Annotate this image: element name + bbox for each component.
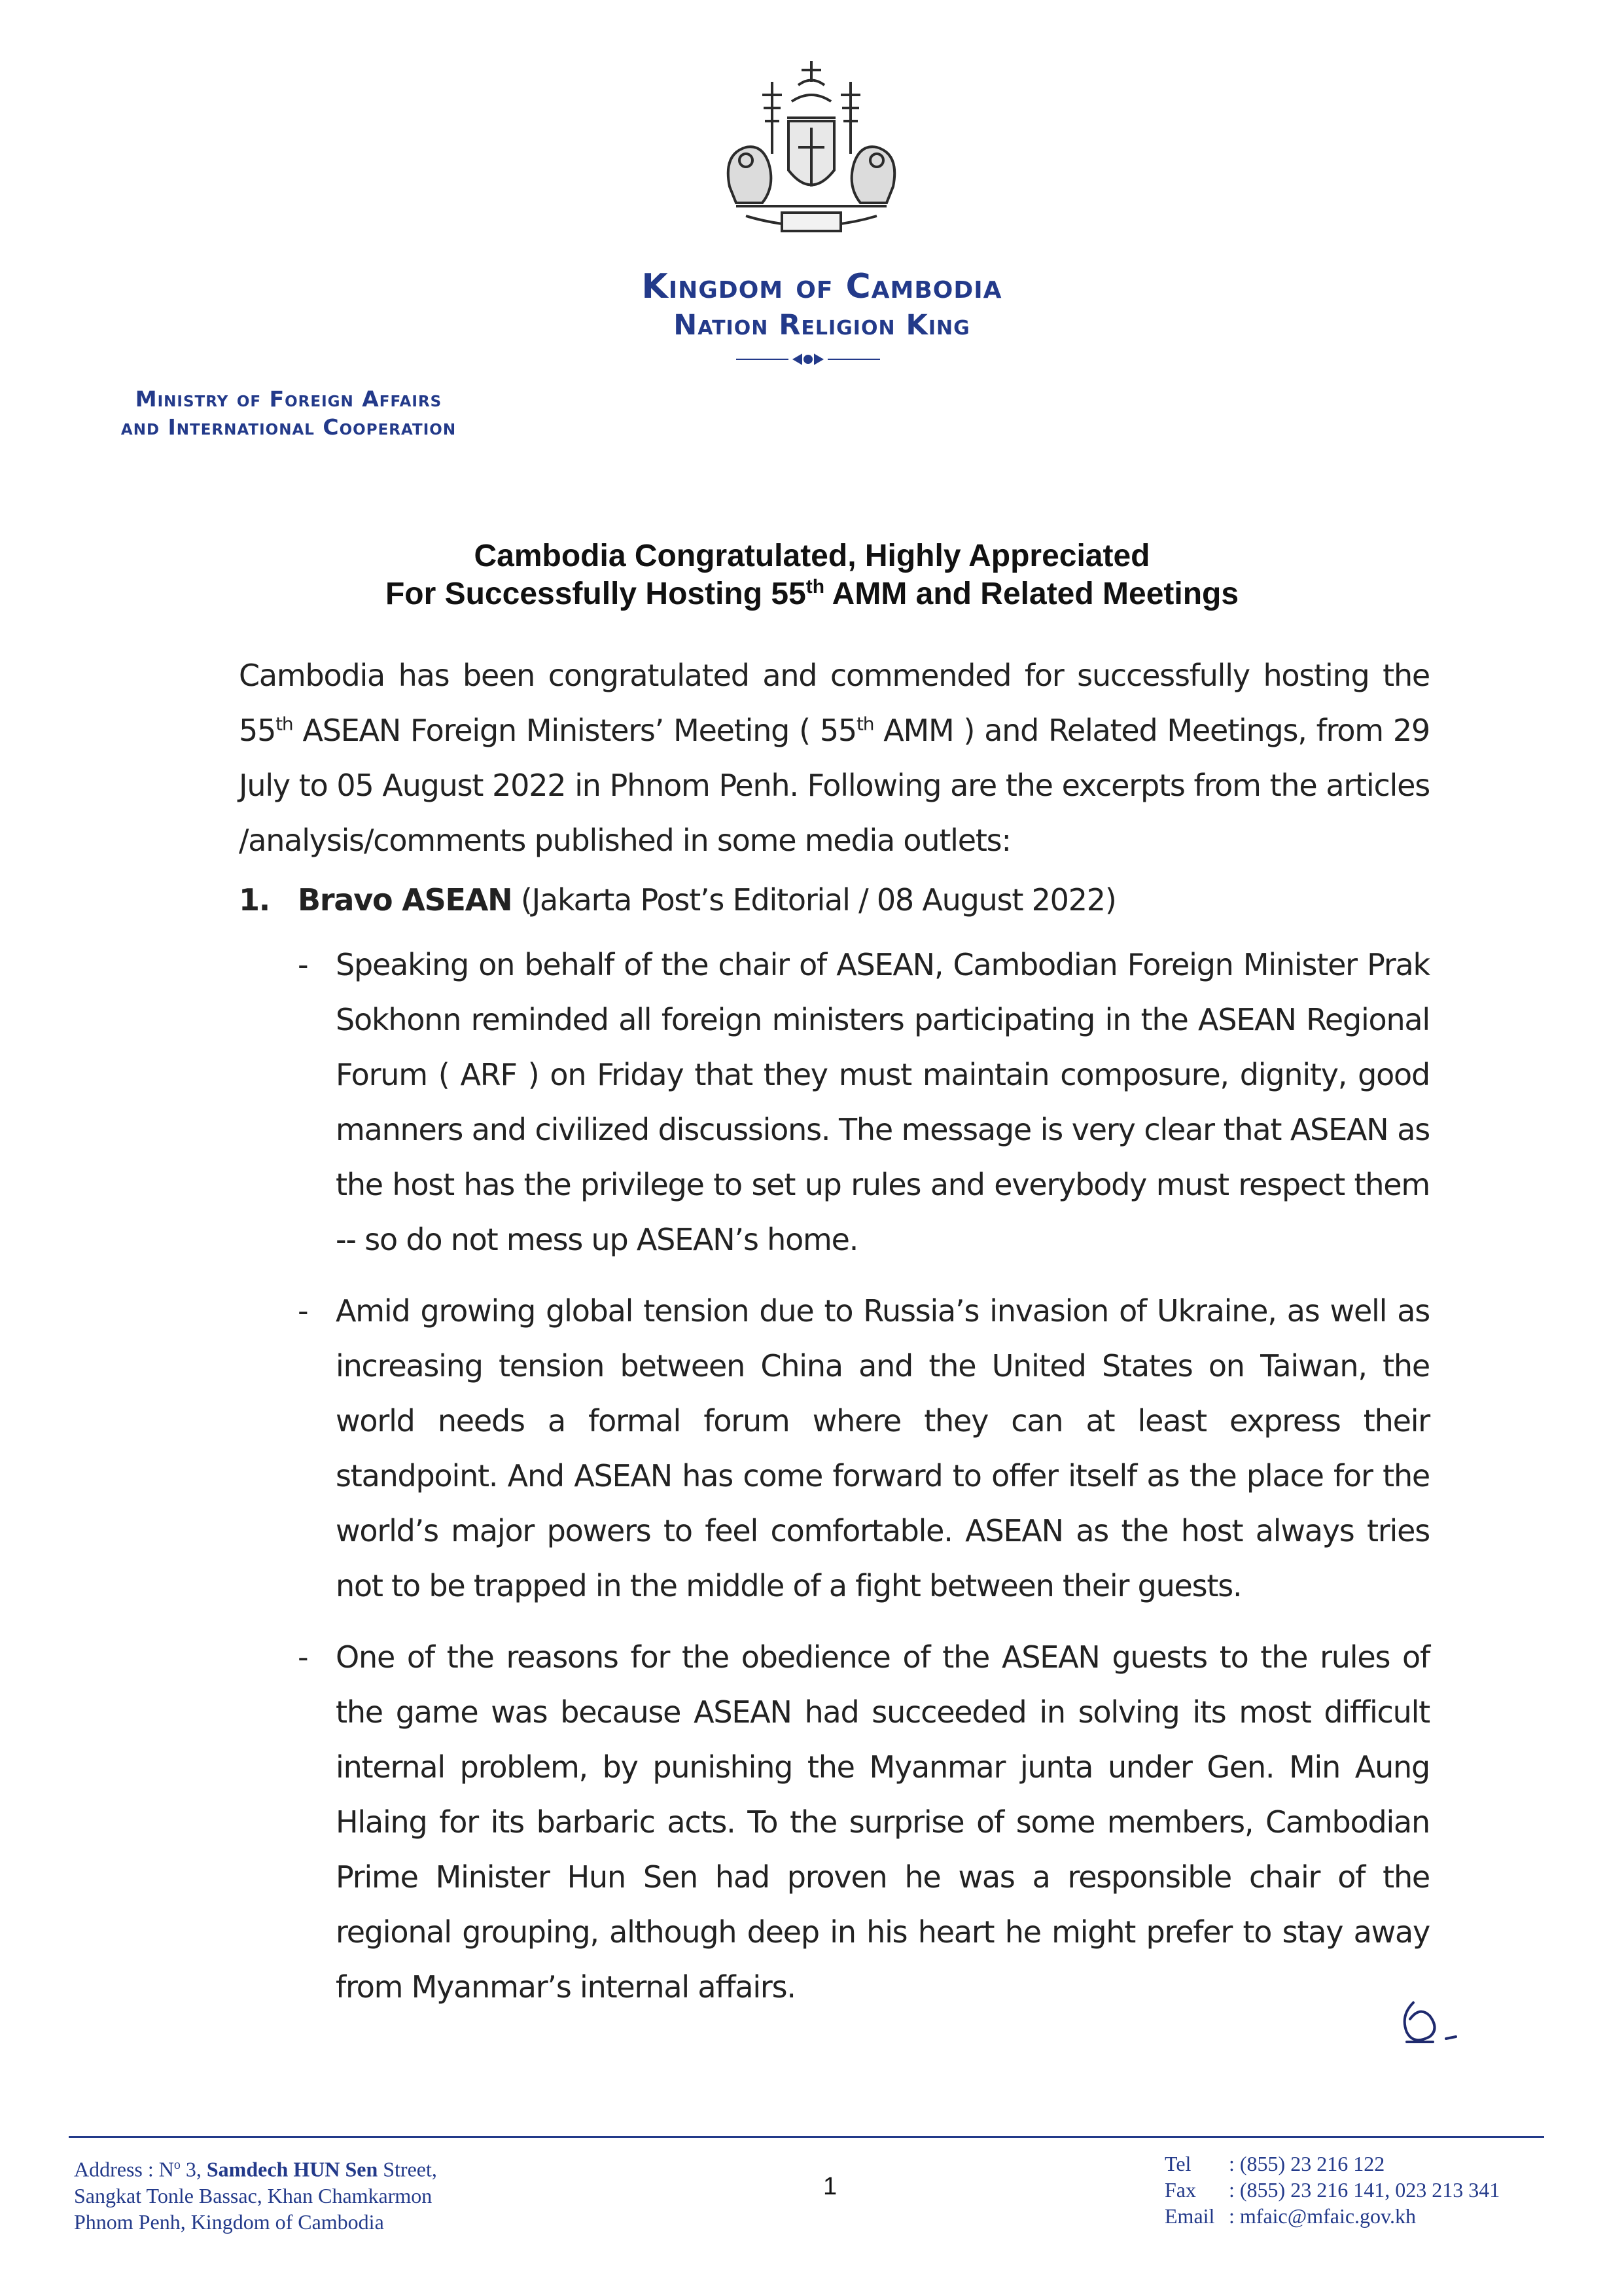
ministry-name-line2: and International Cooperation: [120, 414, 457, 440]
article-title: Bravo ASEAN: [298, 882, 512, 918]
footer-address: Address : $N^o$ 3, Samdech HUN Sen Street, Sangkat Tonle Bassac, Khan Chamkarmon Phnom Penh, Kingdom of Cambodia: [74, 2157, 437, 2234]
article-source: (Jakarta Post’s Editorial / 08 August 2022): [512, 882, 1116, 918]
royal-emblem-icon: [710, 56, 913, 252]
handwritten-initial-icon: [1394, 1996, 1466, 2048]
email-link[interactable]: : mfaic@mfaic.gov.kh: [1229, 2204, 1416, 2228]
bullet-paragraph: - Amid growing global tension due to Russia’s invasion of Ukraine, as well as increasing tension between China and the United States on Taiwan, the world needs a formal forum where they can at least express their standpoint. And ASEAN has come forward to offer itself as the place for the world’s major powers to feel comfortable. ASEAN as the host always tries not to be trapped in the middle of a fight between their guests.: [298, 1293, 1430, 1603]
ministry-name-line1: Ministry of Foreign Affairs: [135, 386, 442, 412]
bullet-paragraph: - Speaking on behalf of the chair of ASEAN, Cambodian Foreign Minister Prak Sokhonn reminded all foreign ministers participating in the ASEAN Regional Forum ( ARF ) on Friday that they must maintain composure, dignity, good manners and civilized discussions. The message is very clear that ASEAN as the host has the privilege to set up rules and everybody must respect them -- so do not mess up ASEAN’s home.: [298, 947, 1430, 1257]
footer-contact: Tel : (855) 23 216 122 Fax : (855) 23 216 141, 023 213 341 Email : mfaic@mfaic.gov.kh: [1165, 2152, 1500, 2228]
list-item-heading: [239, 880, 1430, 920]
document-title-line1: Cambodia Congratulated, Highly Appreciated: [474, 539, 1150, 573]
list-item-number: 1.: [239, 882, 270, 918]
footer-divider: [69, 2136, 1544, 2138]
kingdom-title: Kingdom of Cambodia: [641, 267, 1002, 306]
page-number: 1: [823, 2173, 838, 2200]
bullet-paragraph: - One of the reasons for the obedience of the ASEAN guests to the rules of the game was because ASEAN had succeeded in solving its most difficult internal problem, by punishing the Myanmar junta under Gen. Min Aung Hlaing for its barbaric acts. To the surprise of some members, Cambodian Prime Minister Hun Sen had proven he was a responsible chair of the regional grouping, although deep in his heart he might prefer to stay away from Myanmar’s internal affairs.: [298, 1639, 1430, 2005]
intro-paragraph: Cambodia has been congratulated and commended for successfully hosting the 55th ASEAN Foreign Ministers’ Meeting ( 55th AMM ) and Related Meetings, from 29 July to 05 August 2022 in Phnom Penh. Following are the excerpts from the articles /analysis/comments published in some media outlets:: [239, 658, 1430, 858]
divider-ornament-icon: [736, 351, 880, 368]
national-motto: Nation Religion King: [673, 309, 970, 342]
document-title-line2: For Successfully Hosting 55th AMM and Related Meetings: [385, 576, 1239, 611]
